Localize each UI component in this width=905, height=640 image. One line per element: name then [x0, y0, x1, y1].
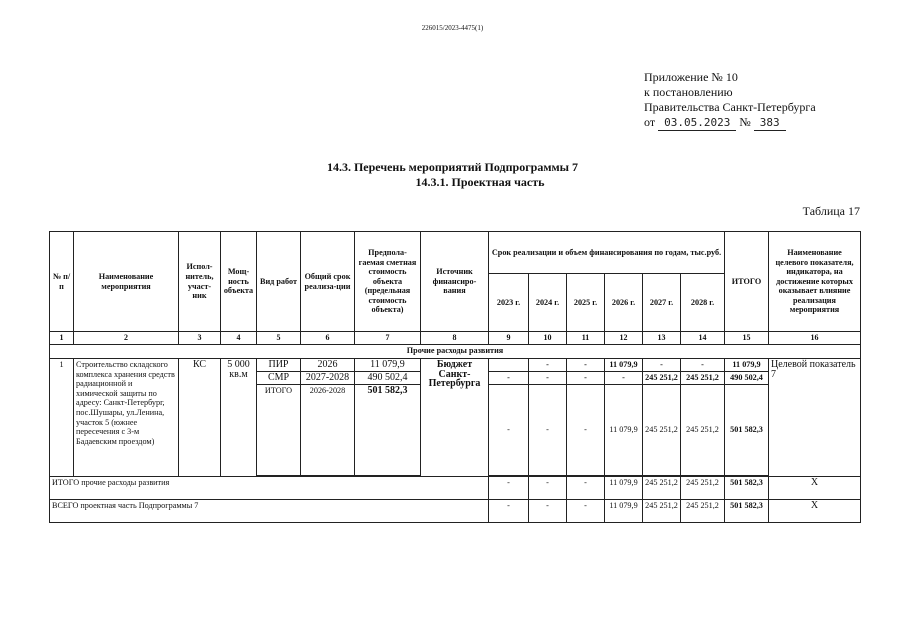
col-number: 3 — [179, 332, 221, 345]
year-cell: - — [529, 477, 567, 500]
item-capacity: 5 000 кв.м — [221, 359, 257, 477]
year-cell: - — [643, 359, 681, 372]
row-total-cell: 11 079,9 — [725, 359, 769, 372]
year-cell: - — [605, 372, 643, 385]
year-cell: 11 079,9 — [605, 500, 643, 523]
group-row — [50, 345, 861, 359]
item-num: 1 — [50, 359, 74, 477]
header-capacity: Мощ-ность объекта — [221, 232, 257, 332]
year-cell: - — [529, 372, 567, 385]
column-numbers-row — [50, 332, 861, 345]
header-executor: Испол-нитель, участ-ник — [179, 232, 221, 332]
year-cell: - — [567, 372, 605, 385]
year-cell: - — [567, 477, 605, 500]
indicator-cell: X — [769, 500, 861, 523]
col-number: 8 — [421, 332, 489, 345]
year-cell: 245 251,2 — [643, 477, 681, 500]
appendix-line-2: к постановлению — [644, 85, 733, 99]
header-total: ИТОГО — [725, 232, 769, 332]
year-cell: 245 251,2 — [643, 385, 681, 476]
year-cell: - — [489, 372, 529, 385]
document-id: 226015/2023-4475(1) — [421, 24, 484, 32]
col-number: 10 — [529, 332, 567, 345]
period-cell: 2027-2028 — [301, 372, 355, 385]
page-title — [0, 160, 905, 190]
header-year-2023: 2023 г. — [489, 274, 529, 332]
year-cell: - — [529, 385, 567, 476]
table-row — [50, 359, 861, 372]
col-number: 5 — [257, 332, 301, 345]
appendix-date-line — [644, 115, 816, 131]
item-name: Строительство складского комплекса хранения средств радиационной и химической защиты по адресу: Санкт-Петербург, пос.Шушары, ул.Ленина, участок 5 (южнее пересечения с 3-м Бадаевским проездом) — [74, 359, 179, 477]
header-year-2027: 2027 г. — [643, 274, 681, 332]
col-number: 15 — [725, 332, 769, 345]
col-number: 6 — [301, 332, 355, 345]
item-indicator: Целевой показатель 7 — [769, 359, 861, 477]
appendix-line-1: Приложение № 10 — [644, 70, 738, 84]
year-cell: - — [489, 477, 529, 500]
header-year-2028: 2028 г. — [681, 274, 725, 332]
cost-cell: 490 502,4 — [355, 372, 421, 385]
year-cell: - — [567, 500, 605, 523]
appendix-date: 03.05.2023 — [664, 116, 731, 129]
work-type-cell: СМР — [257, 372, 301, 385]
table-label: Таблица 17 — [802, 204, 860, 218]
appendix-number: 383 — [759, 116, 780, 129]
header-indicator: Наименование целевого показателя, индикатора, на достижение которых оказывает влияние реализация мероприятия — [769, 232, 861, 332]
header-year-2024: 2024 г. — [529, 274, 567, 332]
year-cell: 11 079,9 — [605, 359, 643, 372]
title-line-1: 14.3. Перечень мероприятий Подпрограммы 7 — [326, 160, 579, 174]
header-year-2026: 2026 г. — [605, 274, 643, 332]
year-cell: 11 079,9 — [605, 477, 643, 500]
work-type-cell: ИТОГО — [257, 385, 301, 476]
year-cell — [489, 359, 529, 372]
item-executor: КС — [179, 359, 221, 477]
date-prefix: от — [644, 115, 656, 129]
group-title: Прочие расходы развития — [50, 345, 861, 359]
work-type-cell: ПИР — [257, 359, 301, 372]
col-number: 9 — [489, 332, 529, 345]
header-num: № п/п — [50, 232, 74, 332]
col-number: 4 — [221, 332, 257, 345]
measures-table — [49, 231, 861, 523]
year-cell: 245 251,2 — [681, 500, 725, 523]
cost-cell: 501 582,3 — [355, 385, 421, 476]
period-cell: 2026-2028 — [301, 385, 355, 476]
header-cost: Предпола-гаемая сметная стоимость объекта (предельная стоимость объекта) — [355, 232, 421, 332]
col-number: 1 — [50, 332, 74, 345]
item-source: Бюджет Санкт-Петербурга — [421, 359, 489, 477]
row-total-cell: 501 582,3 — [725, 477, 769, 500]
appendix-block — [644, 70, 816, 131]
header-period: Общий срок реализа-ции — [301, 232, 355, 332]
col-number: 11 — [567, 332, 605, 345]
total-row-subprogram — [50, 500, 861, 523]
year-cell: 245 251,2 — [643, 372, 681, 385]
total-label: ВСЕГО проектная часть Подпрограммы 7 — [50, 500, 489, 523]
title-line-2: 14.3.1. Проектная часть — [415, 175, 545, 189]
number-prefix: № — [739, 115, 751, 129]
col-number: 13 — [643, 332, 681, 345]
year-cell: - — [567, 359, 605, 372]
total-label: ИТОГО прочие расходы развития — [50, 477, 489, 500]
header-years-group: Срок реализации и объем финансирования по годам, тыс.руб. — [489, 232, 725, 274]
year-cell: 245 251,2 — [643, 500, 681, 523]
indicator-cell: X — [769, 477, 861, 500]
year-cell: 245 251,2 — [681, 477, 725, 500]
year-cell: 245 251,2 — [681, 385, 725, 476]
year-cell: - — [681, 359, 725, 372]
row-total-cell: 501 582,3 — [725, 500, 769, 523]
year-cell: 245 251,2 — [681, 372, 725, 385]
year-cell: - — [489, 500, 529, 523]
appendix-line-3: Правительства Санкт-Петербурга — [644, 100, 816, 114]
year-cell: - — [529, 359, 567, 372]
year-cell: - — [529, 500, 567, 523]
col-number: 16 — [769, 332, 861, 345]
cost-cell: 11 079,9 — [355, 359, 421, 372]
year-cell: - — [489, 385, 529, 476]
header-source: Источник финансиро-вания — [421, 232, 489, 332]
header-year-2025: 2025 г. — [567, 274, 605, 332]
period-cell: 2026 — [301, 359, 355, 372]
col-number: 2 — [74, 332, 179, 345]
year-cell: - — [567, 385, 605, 476]
col-number: 14 — [681, 332, 725, 345]
row-total-cell: 490 502,4 — [725, 372, 769, 385]
col-number: 7 — [355, 332, 421, 345]
row-total-cell: 501 582,3 — [725, 385, 769, 476]
col-number: 12 — [605, 332, 643, 345]
year-cell: 11 079,9 — [605, 385, 643, 476]
header-name: Наименование мероприятия — [74, 232, 179, 332]
header-work-type: Вид работ — [257, 232, 301, 332]
total-row-group — [50, 477, 861, 500]
